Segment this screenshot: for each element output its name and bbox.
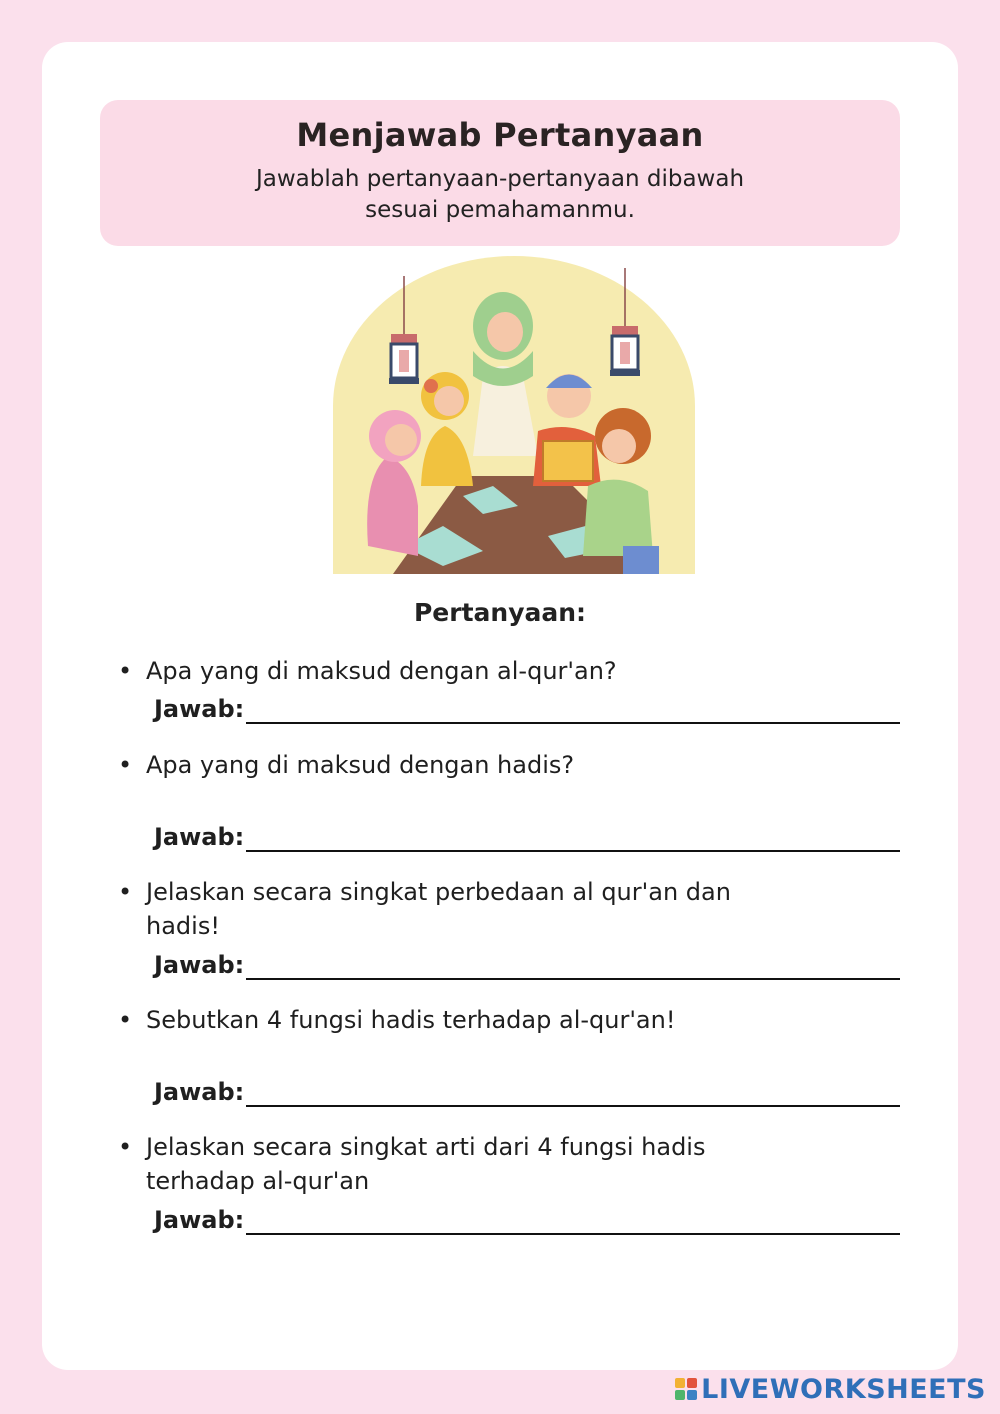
question-1-text: • Apa yang di maksud dengan al-qur'an? <box>146 657 617 685</box>
answer-4[interactable] <box>154 1073 900 1107</box>
answer-4-label: Jawab: <box>154 1078 245 1106</box>
answer-2-line[interactable] <box>246 822 900 852</box>
question-5-text-line-1: • Jelaskan secara singkat arti dari 4 fungsi hadis <box>146 1133 706 1161</box>
brand-name: LIVEWORKSHEETS <box>701 1373 986 1405</box>
liveworksheets-logo-icon <box>675 1378 697 1400</box>
answer-5[interactable] <box>154 1201 900 1235</box>
answer-3-line[interactable] <box>246 950 900 980</box>
answer-1-label: Jawab: <box>154 695 245 723</box>
liveworksheets-brand[interactable] <box>675 1374 986 1404</box>
answer-3[interactable] <box>154 946 900 980</box>
instructions-line-2: sesuai pemahamanmu. <box>365 197 635 223</box>
questions-heading: Pertanyaan: <box>413 598 587 627</box>
answer-2[interactable] <box>154 818 900 852</box>
question-2-text: • Apa yang di maksud dengan hadis? <box>146 751 575 779</box>
answer-1-line[interactable] <box>246 694 900 724</box>
question-4-text: • Sebutkan 4 fungsi hadis terhadap al-qur'an! <box>146 1006 676 1034</box>
question-3-text-line-2: hadis! <box>146 912 220 940</box>
question-3-text-line-1: • Jelaskan secara singkat perbedaan al qur'an dan <box>146 878 731 906</box>
children-studying-illustration <box>333 256 695 574</box>
question-3 <box>118 875 908 943</box>
lantern-left-icon <box>389 334 419 384</box>
header-banner <box>100 100 900 246</box>
question-5-text-line-2: terhadap al-qur'an <box>146 1167 370 1195</box>
question-2 <box>118 748 908 782</box>
question-5 <box>118 1130 908 1198</box>
answer-5-line[interactable] <box>246 1205 900 1235</box>
answer-4-line[interactable] <box>246 1077 900 1107</box>
page-title: Menjawab Pertanyaan <box>296 116 704 154</box>
instructions <box>100 164 900 226</box>
answer-5-label: Jawab: <box>154 1206 245 1234</box>
instructions-line-1: Jawablah pertanyaan-pertanyaan dibawah <box>255 166 745 192</box>
answer-3-label: Jawab: <box>154 951 245 979</box>
lantern-right-icon <box>610 326 640 376</box>
answer-2-label: Jawab: <box>154 823 245 851</box>
worksheet-card <box>42 42 958 1370</box>
answer-1[interactable] <box>154 690 900 724</box>
question-1 <box>118 654 908 688</box>
question-4 <box>118 1003 908 1037</box>
